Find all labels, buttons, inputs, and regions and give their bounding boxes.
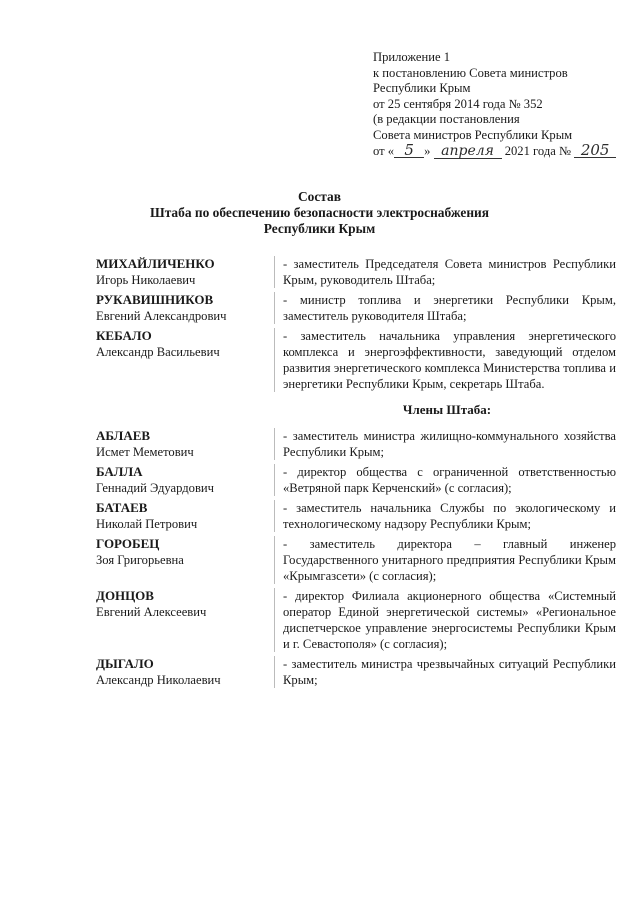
person-given-name: Геннадий Эдуардович: [96, 481, 214, 495]
person-name: [96, 292, 275, 324]
person-surname: БАТАЕВ: [96, 500, 148, 515]
person-name: [96, 328, 275, 392]
person-given-name: Игорь Николаевич: [96, 273, 196, 287]
staff-list: [96, 256, 616, 692]
person-role: - директор Филиала акционерного общества «Системный оператор Единой энергетической системы» «Региональное диспетчерское управление энергосистемы Республики Крым и г. Севастополя» (с согласия);: [283, 589, 616, 651]
person-role: - заместитель директора – главный инженер Государственного унитарного предприятия Республики Крым «Крымгазсети» (с согласия);: [283, 537, 616, 583]
person-name: [96, 588, 275, 652]
person-surname: КЕБАЛО: [96, 328, 152, 343]
person-name: [96, 500, 275, 532]
handwritten-day: 5: [394, 144, 424, 158]
person-given-name: Александр Николаевич: [96, 673, 221, 687]
title-line: Республики Крым: [263, 221, 376, 236]
staff-row: [96, 588, 616, 652]
person-role: - заместитель начальника Службы по экологическому и технологическому надзору Республики Крым;: [283, 501, 616, 531]
handwritten-number: 205: [574, 144, 616, 158]
appendix-line: (в редакции постановления: [373, 112, 520, 127]
amendment-date-line: [373, 140, 623, 160]
person-name: [96, 656, 275, 688]
person-role: - директор общества с ограниченной ответственностью «Ветряной парк Керченский» (с согласия);: [283, 465, 616, 495]
appendix-line: к постановлению Совета министров: [373, 65, 568, 80]
staff-row: [96, 656, 616, 688]
person-surname: МИХАЙЛИЧЕНКО: [96, 256, 215, 271]
person-surname: БАЛЛА: [96, 464, 143, 479]
person-given-name: Евгений Александрович: [96, 309, 227, 323]
members-heading: Члены Штаба:: [402, 402, 492, 417]
appendix-line: Республики Крым: [373, 81, 471, 96]
person-name: [96, 464, 275, 496]
document-title: [0, 189, 639, 237]
appendix-line: Совета министров Республики Крым: [373, 127, 573, 142]
person-given-name: Евгений Алексеевич: [96, 605, 207, 619]
appendix-header: [373, 50, 623, 159]
staff-row: [96, 428, 616, 460]
person-surname: ГОРОБЕЦ: [96, 536, 160, 551]
person-name: [96, 256, 275, 288]
title-line: Штаба по обеспечению безопасности электроснабжения: [149, 205, 489, 220]
date-mid: »: [424, 143, 431, 158]
person-given-name: Зоя Григорьевна: [96, 553, 184, 567]
staff-row: [96, 536, 616, 584]
person-surname: РУКАВИШНИКОВ: [96, 292, 214, 307]
person-given-name: Николай Петрович: [96, 517, 198, 531]
staff-row: [96, 500, 616, 532]
person-role: - заместитель министра жилищно-коммунального хозяйства Республики Крым;: [283, 429, 616, 459]
date-prefix: от «: [373, 143, 395, 158]
handwritten-month: апреля: [434, 145, 502, 159]
staff-row: [96, 328, 616, 392]
person-role: - заместитель начальника управления энергетического комплекса и энергоэффективности, заведующий отделом развития энергетического комплекса Министерства топлива и энергетики Республики Крым, секретарь Штаба.: [283, 329, 616, 391]
title-line: Состав: [298, 189, 341, 204]
person-name: [96, 536, 275, 584]
person-role: - министр топлива и энергетики Республики Крым, заместитель руководителя Штаба;: [283, 293, 616, 323]
staff-row: [96, 256, 616, 288]
person-surname: ДЫГАЛО: [96, 656, 154, 671]
person-role: - заместитель министра чрезвычайных ситуаций Республики Крым;: [283, 657, 616, 687]
staff-row: [96, 292, 616, 324]
person-given-name: Исмет Меметович: [96, 445, 194, 459]
staff-row: [96, 464, 616, 496]
date-year: 2021 года №: [501, 143, 571, 158]
person-name: [96, 428, 275, 460]
person-surname: АБЛАЕВ: [96, 428, 151, 443]
person-given-name: Александр Васильевич: [96, 345, 220, 359]
appendix-line: от 25 сентября 2014 года № 352: [373, 96, 543, 111]
person-role: - заместитель Председателя Совета министров Республики Крым, руководитель Штаба;: [283, 257, 616, 287]
person-surname: ДОНЦОВ: [96, 588, 154, 603]
appendix-line: Приложение 1: [373, 50, 451, 64]
